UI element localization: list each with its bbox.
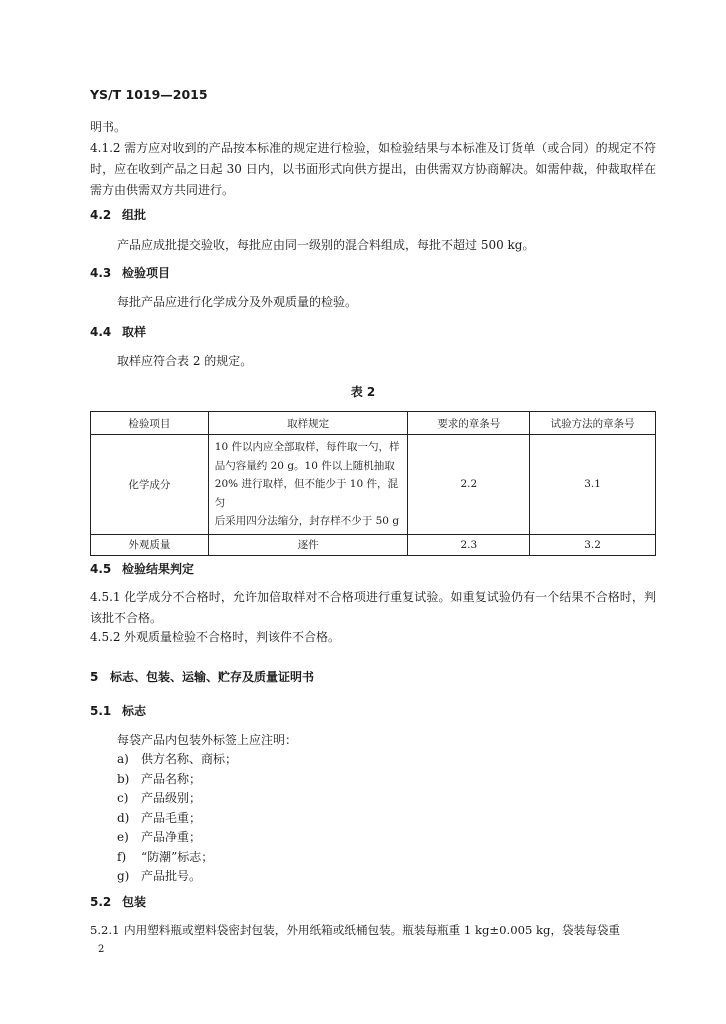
section-5-1-intro: 每袋产品内包装外标签上应注明：	[117, 733, 298, 747]
table-cell-req: 2.3	[408, 534, 530, 555]
table-cell-req: 2.2	[408, 435, 530, 535]
section-number: 5.2	[90, 895, 112, 909]
section-number: 4.2	[90, 208, 112, 222]
table-cell-rule	[208, 435, 408, 535]
section-number: 4.5	[90, 562, 112, 576]
table-header-cell: 试验方法的章条号	[530, 412, 656, 435]
list-text: “防潮”标志；	[141, 849, 214, 864]
list-item	[117, 750, 237, 770]
section-5-1-heading	[90, 702, 146, 719]
section-number: 4.4	[90, 325, 112, 339]
section-number: 5.1	[90, 704, 112, 718]
section-4-4-heading	[90, 323, 146, 340]
table-row	[91, 534, 656, 555]
list-item	[117, 848, 237, 868]
section-5-2-heading	[90, 893, 146, 910]
table-cell-rule: 逐件	[208, 534, 408, 555]
table-cell-method: 3.2	[530, 534, 656, 555]
chapter-5-heading	[90, 668, 314, 685]
clause-text: 化学成分不合格时，允许加倍取样对不合格项进行重复试验。如重复试验仍有一个结果不合格时，判该批不合格。	[90, 590, 656, 625]
table-cell-method: 3.1	[530, 435, 656, 535]
marking-list	[117, 750, 237, 887]
list-label: g)	[117, 869, 130, 883]
clause-number: 4.5.1	[90, 590, 121, 604]
rule-line: 20% 进行取样，但不能少于 10 件，混匀	[214, 478, 398, 509]
list-label: b)	[117, 771, 130, 786]
section-title: 标志	[122, 704, 147, 718]
list-item	[117, 770, 237, 790]
document-code: YS/T 1019—2015	[90, 87, 208, 102]
list-label: f)	[117, 849, 127, 864]
rule-line: 品勺容量约 20 g。10 件以上随机抽取	[214, 459, 395, 472]
rule-line: 后采用四分法缩分，封存样不少于 50 g	[214, 515, 400, 527]
chapter-title: 标志、包装、运输、贮存及质量证明书	[110, 670, 315, 684]
continued-text: 明书。	[90, 120, 127, 134]
sampling-table	[90, 411, 656, 556]
list-text: 产品级别；	[141, 791, 202, 805]
clause-5-2-1	[90, 922, 620, 938]
clause-4-5-2	[90, 627, 656, 648]
clause-number: 4.5.2	[90, 630, 121, 644]
table-header-cell: 要求的章条号	[408, 412, 530, 435]
chapter-number: 5	[90, 670, 99, 684]
list-label: c)	[117, 791, 129, 805]
list-text: 供方名称、商标；	[141, 752, 238, 766]
clause-number: 4.1.2	[90, 141, 121, 155]
list-item	[117, 789, 237, 809]
section-4-2-text: 产品应成批提交验收，每批应由同一级别的混合料组成，每批不超过 500 kg。	[117, 238, 535, 252]
clause-text: 需方应对收到的产品按本标准的规定进行检验，如检验结果与本标准及订货单（或合同）的规定不符时，应在收到产品之日起 30 日内，以书面形式向供方提出，由供需双方协商解决。如需仲裁，仲裁取样在需方由供需双方共同进行。	[90, 141, 656, 197]
table-row	[91, 435, 656, 535]
list-text: 产品批号。	[141, 869, 202, 883]
list-item	[117, 828, 237, 848]
table-header-cell: 检验项目	[91, 412, 209, 435]
table-header-cell: 取样规定	[208, 412, 408, 435]
section-number: 4.3	[90, 266, 112, 280]
list-item	[117, 867, 237, 887]
clause-text: 外观质量检验不合格时，判该件不合格。	[124, 630, 341, 644]
rule-line: 10 件以内应全部取样，每件取一勺，样	[214, 441, 400, 453]
list-text: 产品名称；	[141, 771, 202, 786]
section-title: 取样	[122, 325, 147, 339]
section-4-3-text: 每批产品应进行化学成分及外观质量的检验。	[117, 295, 358, 309]
list-item	[117, 809, 237, 829]
clause-number: 5.2.1	[90, 923, 120, 937]
section-4-2-heading	[90, 206, 146, 223]
section-title: 包装	[122, 895, 147, 909]
section-4-3-heading	[90, 264, 170, 281]
list-label: a)	[117, 752, 129, 766]
section-4-4-text: 取样应符合表 2 的规定。	[117, 354, 253, 368]
list-text: 产品净重；	[141, 830, 202, 844]
table-caption: 表 2	[350, 385, 376, 399]
section-title: 检验项目	[122, 266, 171, 280]
table-cell-item: 化学成分	[91, 435, 209, 535]
clause-text: 内用塑料瓶或塑料袋密封包装，外用纸箱或纸桶包装。瓶装每瓶重 1 kg±0.005 kg，袋装每袋重	[124, 923, 621, 937]
table-header-row	[91, 412, 656, 435]
list-label: d)	[117, 810, 130, 825]
list-label: e)	[117, 830, 129, 844]
section-title: 检验结果判定	[122, 562, 195, 576]
list-text: 产品毛重；	[141, 810, 202, 825]
table-cell-item: 外观质量	[91, 534, 209, 555]
page-number: 2	[98, 944, 105, 955]
clause-4-1-2	[90, 138, 656, 201]
section-title: 组批	[122, 208, 147, 222]
section-4-5-heading	[90, 560, 194, 577]
clause-4-5-1	[90, 587, 656, 629]
